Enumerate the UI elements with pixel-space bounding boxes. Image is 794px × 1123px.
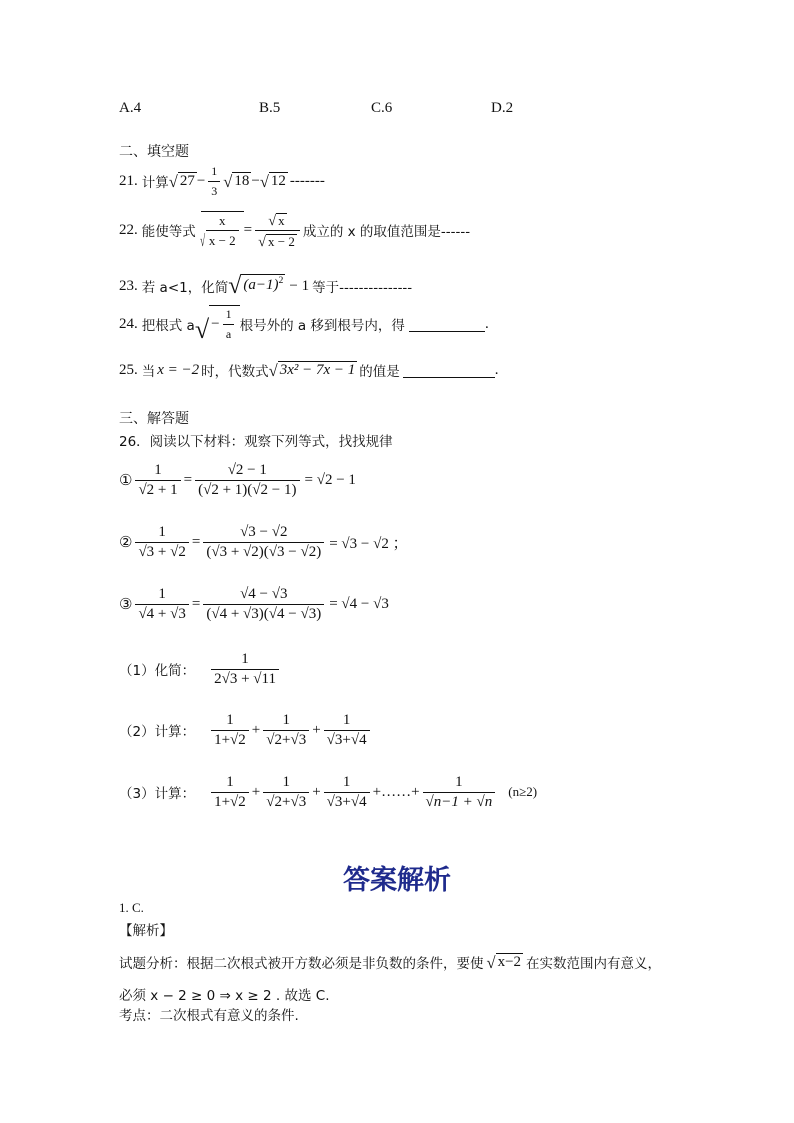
q21-number: 21. xyxy=(119,172,138,189)
answer-1: 1. C. xyxy=(119,900,144,915)
part1-fraction: $\frac{1}{2√3 + √11}$ xyxy=(211,651,279,688)
section-heading-fill-in: 二、填空题 xyxy=(119,144,189,160)
eq3-fraction-left: $\frac{1}{√4 + √3}$ xyxy=(135,586,188,623)
q25-condition: x = −2 xyxy=(157,361,200,378)
q21-blank: ------- xyxy=(289,172,325,189)
q25-tail: 的值是 xyxy=(359,364,400,380)
q24-answer-blank[interactable] xyxy=(409,317,485,332)
q25-number: 25. xyxy=(119,361,138,378)
part3-label: （3）计算： xyxy=(119,786,196,802)
part2-fraction-3: $\frac{1}{√3+√4}$ xyxy=(324,712,370,749)
question-25 xyxy=(119,356,499,384)
q21-root-12: √ 12 xyxy=(259,171,286,191)
eq3-fraction-right: $\frac{√4 - √3}{(√4 + √3)(√4 - √3)}$ xyxy=(203,586,324,623)
question-23 xyxy=(119,270,412,302)
eq1-fraction-left: $\frac{1}{√2 + 1}$ xyxy=(135,462,180,499)
part3-fraction-3: $\frac{1}{√3+√4}$ xyxy=(324,774,370,811)
analysis-tag: 【解析】 xyxy=(119,923,173,939)
option-d: D.2 xyxy=(491,100,514,116)
q24-lead: 把根式 a xyxy=(141,318,195,334)
eq2-equals: = xyxy=(191,533,201,550)
q21-minus-2: − xyxy=(251,172,260,189)
option-a: A.4 xyxy=(119,100,142,116)
q21-minus: − xyxy=(196,172,206,189)
q26-part-3 xyxy=(119,770,537,814)
analysis-must: 必须 x − 2 ≥ 0 ⇒ x ≥ 2 . 故选 C. xyxy=(119,988,330,1004)
part2-fraction-1: $\frac{1}{1+√2}$ xyxy=(211,712,249,749)
q25-lead: 当 xyxy=(141,364,156,380)
question-22 xyxy=(119,208,470,252)
analysis-point: 考点：二次根式有意义的条件. xyxy=(119,1008,299,1024)
q25-mid: 时，代数式 xyxy=(201,364,269,380)
question-24 xyxy=(119,306,489,342)
part3-fraction-n: $\frac{1}{√n-1 + √n}$ xyxy=(423,774,496,811)
q26-equation-1 xyxy=(119,458,356,502)
eq2-result: = √3 − √2 ； xyxy=(329,535,408,552)
q26-equation-2 xyxy=(119,520,408,564)
q22-left-root: √ $\frac{x}{x - 2}$ xyxy=(196,211,244,249)
eq1-fraction-right: $\frac{√2 - 1}{(√2 + 1)(√2 - 1)}$ xyxy=(195,462,299,499)
part3-ellipsis: +……+ xyxy=(372,783,420,800)
q22-number: 22. xyxy=(119,221,138,238)
question-21 xyxy=(119,164,325,198)
q21-root-18: √ 18 xyxy=(223,171,250,191)
eq1-mark: ① xyxy=(119,472,133,489)
analysis-text-b: 在实数范围内有意义， xyxy=(526,956,662,972)
section-heading-solve: 三、解答题 xyxy=(119,411,189,427)
q23-minus-one: − 1 xyxy=(289,277,310,294)
q23-number: 23. xyxy=(119,277,138,294)
q22-lead: 能使等式 xyxy=(141,224,196,240)
answers-title: 答案解析 xyxy=(343,865,451,896)
eq2-fraction-right: $\frac{√3 - √2}{(√3 + √2)(√3 - √2)}$ xyxy=(203,524,324,561)
q22-right-fraction: √ x √ x − 2 xyxy=(255,211,300,250)
part2-fraction-2: $\frac{1}{√2+√3}$ xyxy=(263,712,309,749)
q24-period: . xyxy=(484,315,489,332)
q23-tail: 等于--------------- xyxy=(312,280,413,296)
part3-fraction-2: $\frac{1}{√2+√3}$ xyxy=(263,774,309,811)
eq2-mark: ② xyxy=(119,534,133,551)
part3-fraction-1: $\frac{1}{1+√2}$ xyxy=(211,774,249,811)
q23-root: √ $(a-1)^2$ xyxy=(228,273,284,299)
part3-plus-2: + xyxy=(312,783,321,800)
analysis-root: √ x−2 xyxy=(486,952,522,972)
part3-condition: (n≥2) xyxy=(508,784,538,799)
q23-lead: 若 a<1，化简 xyxy=(141,280,229,296)
eq3-result: = √4 − √3 xyxy=(329,595,389,612)
eq1-equals: = xyxy=(183,471,193,488)
q24-number: 24. xyxy=(119,315,138,332)
q24-root: √ − $\frac{1}{a}$ xyxy=(195,305,240,343)
q26-intro: 26．阅读以下材料：观察下列等式，找找规律 xyxy=(119,434,393,450)
q24-tail: 根号外的 a 移到根号内，得 xyxy=(239,318,405,334)
q25-root: √ 3x² − 7x − 1 xyxy=(268,360,356,380)
q21-root-27: √ 27 xyxy=(168,171,195,191)
option-b: B.5 xyxy=(259,100,281,116)
q21-lead: 计算 xyxy=(141,175,169,191)
q26-part-2 xyxy=(119,708,373,752)
analysis-line xyxy=(119,950,661,974)
option-c: C.6 xyxy=(371,100,393,116)
q25-period: . xyxy=(494,361,499,378)
q22-equals: = xyxy=(243,221,253,238)
part2-label: （2）计算： xyxy=(119,724,196,740)
part1-label: （1）化简： xyxy=(119,663,196,679)
eq3-mark: ③ xyxy=(119,596,133,613)
analysis-text-a: 试题分析：根据二次根式被开方数必须是非负数的条件，要使 xyxy=(119,956,484,972)
q21-fraction: $\frac{1}{3}$ xyxy=(208,163,220,200)
eq2-fraction-left: $\frac{1}{√3 + √2}$ xyxy=(135,524,188,561)
part2-plus-1: + xyxy=(251,721,261,738)
eq3-equals: = xyxy=(191,595,201,612)
q26-equation-3 xyxy=(119,582,389,626)
q26-part-1 xyxy=(119,647,282,691)
q22-tail: 成立的 x 的取值范围是------ xyxy=(302,224,471,240)
part2-plus-2: + xyxy=(312,721,321,738)
eq1-result: = √2 − 1 xyxy=(304,471,356,488)
part3-plus-1: + xyxy=(251,783,261,800)
q25-answer-blank[interactable] xyxy=(403,363,495,378)
